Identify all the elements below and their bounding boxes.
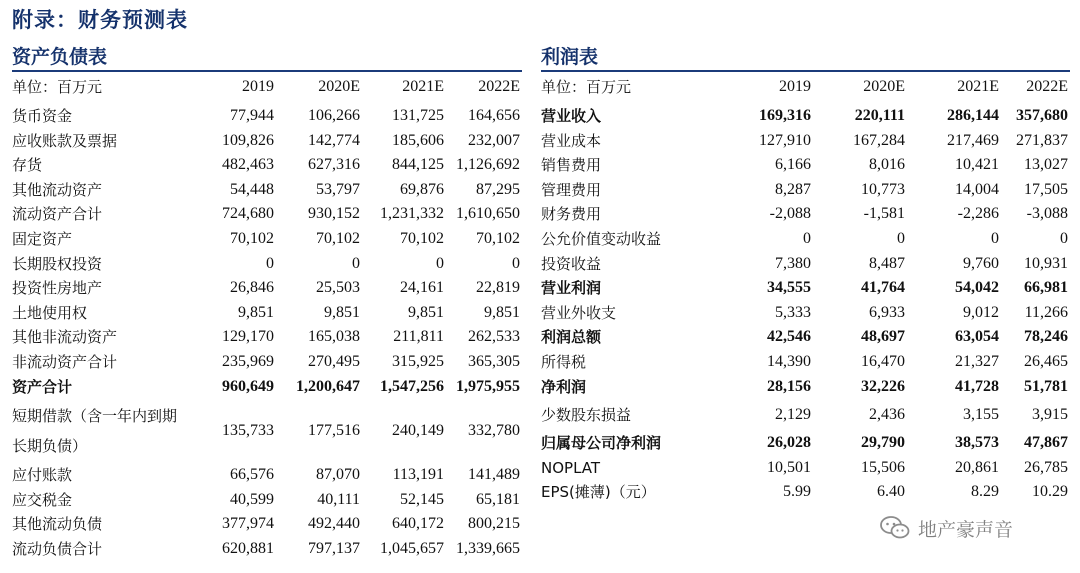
income-statement-row (541, 202, 1068, 227)
income-statement-cell: 357,680 (1016, 107, 1068, 124)
balance-sheet-row (12, 325, 520, 350)
income-statement-cell: 20,861 (955, 458, 999, 476)
balance-sheet-cell: 1,610,650 (456, 205, 520, 223)
balance-sheet-cell: 1,975,955 (456, 377, 520, 395)
income-statement-cell: 34,555 (767, 279, 811, 297)
balance-sheet-row (12, 252, 520, 277)
income-statement-row (541, 276, 1068, 301)
income-statement-row-label: 营业收入 (541, 107, 602, 125)
balance-sheet-row (12, 399, 520, 463)
income-statement-cell: 42,546 (767, 328, 811, 346)
balance-sheet-row-label: 短期借款（含一年内到期长期负债） (12, 407, 178, 456)
balance-sheet-cell: 262,533 (468, 328, 520, 346)
balance-sheet-cell: 177,516 (308, 422, 360, 440)
balance-sheet-year-header: 2022E (478, 78, 520, 95)
balance-sheet-row-label: 其他非流动资产 (12, 328, 118, 347)
balance-sheet-cell: 315,925 (392, 352, 444, 370)
income-statement-cell: 47,867 (1024, 434, 1068, 452)
balance-sheet-cell: 1,126,692 (456, 156, 520, 174)
income-statement-row-label: 净利润 (541, 377, 587, 396)
balance-sheet-row-label: 存货 (12, 156, 43, 175)
income-statement-cell: 11,266 (1024, 303, 1068, 321)
balance-sheet-cell: 52,145 (400, 490, 444, 508)
income-statement-row (541, 227, 1068, 252)
balance-sheet-row-label: 土地使用权 (12, 303, 88, 322)
balance-sheet-cell: 131,725 (392, 107, 444, 124)
income-statement-row-label: 所得税 (541, 352, 587, 371)
balance-sheet-cell: 87,295 (476, 180, 520, 198)
income-statement-row (541, 252, 1068, 277)
income-statement-cell: 10,931 (1024, 254, 1068, 272)
income-statement-row (541, 301, 1068, 326)
balance-sheet-cell: 492,440 (308, 515, 360, 533)
balance-sheet-cell: 800,215 (468, 515, 520, 533)
balance-sheet-row-label: 固定资产 (12, 229, 73, 248)
balance-sheet-cell: 40,111 (317, 490, 360, 508)
balance-sheet-cell: 627,316 (308, 156, 360, 174)
balance-sheet-cell: 640,172 (392, 515, 444, 533)
income-statement-cell: -2,088 (769, 205, 811, 223)
balance-sheet-row-label: 其他流动负债 (12, 515, 103, 534)
balance-sheet-cell: 9,851 (324, 303, 360, 321)
income-statement-cell: 10.29 (1032, 483, 1068, 501)
balance-sheet-row-label: 应交税金 (12, 490, 73, 509)
income-statement-cell: 26,785 (1024, 458, 1068, 476)
income-statement-cell: 8.29 (971, 483, 999, 501)
balance-sheet-cell: 66,576 (230, 466, 274, 484)
balance-sheet-header-row (12, 70, 520, 104)
income-statement-row-label: 销售费用 (541, 156, 602, 175)
income-statement-row (541, 399, 1068, 431)
income-statement-cell: -2,286 (957, 205, 999, 223)
income-statement-cell: 28,156 (767, 377, 811, 395)
income-statement-cell: 3,915 (1032, 406, 1068, 424)
income-statement-row-label: 营业外收支 (541, 303, 617, 322)
balance-sheet-cell: 142,774 (308, 131, 360, 149)
income-statement-cell: 15,506 (861, 458, 905, 476)
income-statement-row-label: 管理费用 (541, 180, 602, 199)
income-statement-cell: 220,111 (854, 107, 905, 124)
income-statement-row-label: 财务费用 (541, 205, 602, 224)
balance-sheet-cell: 70,102 (400, 229, 444, 247)
balance-sheet-cell: 54,448 (230, 180, 274, 198)
income-statement-cell: 29,790 (861, 434, 905, 452)
balance-sheet-cell: 211,811 (393, 328, 444, 346)
income-statement-unit-label: 单位：百万元 (541, 78, 632, 96)
income-statement-cell: 7,380 (775, 254, 811, 272)
balance-sheet-row (12, 488, 520, 513)
balance-sheet-cell: 65,181 (476, 490, 520, 508)
balance-sheet-row (12, 129, 520, 154)
balance-sheet-cell: 0 (352, 254, 360, 272)
watermark-text: 地产豪声音 (918, 518, 1014, 541)
income-statement-cell: 26,028 (767, 434, 811, 452)
balance-sheet-row-label: 流动负债合计 (12, 539, 103, 558)
income-statement-cell: 17,505 (1024, 180, 1068, 198)
balance-sheet-row (12, 463, 520, 488)
income-statement-cell: 2,129 (775, 406, 811, 424)
income-statement-row (541, 104, 1068, 129)
balance-sheet-unit-label: 单位：百万元 (12, 78, 103, 96)
balance-sheet-cell: 797,137 (308, 539, 360, 557)
balance-sheet-cell: 113,191 (392, 466, 444, 484)
watermark (880, 510, 1013, 546)
balance-sheet-cell: 1,200,647 (296, 377, 360, 395)
balance-sheet-cell: 53,797 (316, 180, 360, 198)
balance-sheet-cell: 40,599 (230, 490, 274, 508)
balance-sheet-cell: 106,266 (308, 107, 360, 124)
income-statement-cell: 14,390 (767, 352, 811, 370)
income-statement-cell: 2,436 (869, 406, 905, 424)
income-statement-header-row (541, 70, 1068, 104)
balance-sheet-cell: 377,974 (222, 515, 274, 533)
balance-sheet-cell: 129,170 (222, 328, 274, 346)
income-statement-year-header: 2021E (957, 78, 999, 95)
income-statement-title: 利润表 (541, 46, 599, 68)
income-statement-cell: 3,155 (963, 406, 999, 424)
balance-sheet-cell: 165,038 (308, 328, 360, 346)
income-statement-cell: 9,012 (963, 303, 999, 321)
wechat-icon (880, 515, 910, 541)
balance-sheet-row (12, 227, 520, 252)
balance-sheet-cell: 620,881 (222, 539, 274, 557)
income-statement-cell: 13,027 (1024, 156, 1068, 174)
income-statement-row-label: NOPLAT (541, 458, 601, 477)
balance-sheet-cell: 22,819 (476, 279, 520, 297)
balance-sheet-cell: 240,149 (392, 422, 444, 440)
balance-sheet-cell: 332,780 (468, 422, 520, 440)
balance-sheet-cell: 365,305 (468, 352, 520, 370)
income-statement-cell: 41,728 (955, 377, 999, 395)
income-statement-row (541, 431, 1068, 456)
income-statement-row-label: 利润总额 (541, 328, 602, 347)
income-statement-row (541, 456, 1068, 481)
income-statement-cell: -3,088 (1026, 205, 1068, 223)
balance-sheet-cell: 70,102 (230, 229, 274, 247)
balance-sheet-cell: 1,547,256 (380, 377, 444, 395)
income-statement-cell: 10,501 (767, 458, 811, 476)
income-statement-cell: 6,166 (775, 156, 811, 174)
balance-sheet-row (12, 537, 520, 562)
balance-sheet-cell: 9,851 (408, 303, 444, 321)
income-statement-cell: 6.40 (877, 483, 905, 501)
income-statement-cell: 63,054 (955, 328, 999, 346)
income-statement-row-label: 投资收益 (541, 254, 602, 273)
income-statement-row (541, 325, 1068, 350)
balance-sheet-cell: 9,851 (238, 303, 274, 321)
income-statement-row-label: 营业利润 (541, 279, 602, 298)
income-statement-cell: 21,327 (955, 352, 999, 370)
income-statement-cell: 14,004 (955, 180, 999, 198)
income-statement-cell: 167,284 (853, 131, 905, 149)
balance-sheet-cell: 0 (436, 254, 444, 272)
balance-sheet-row-label: 非流动资产合计 (12, 352, 118, 371)
balance-sheet-row (12, 104, 520, 129)
balance-sheet-cell: 1,045,657 (380, 539, 444, 557)
balance-sheet-cell: 141,489 (468, 466, 520, 484)
balance-sheet-cell: 482,463 (222, 156, 274, 174)
income-statement-table (541, 70, 1068, 505)
income-statement-year-header: 2020E (863, 78, 905, 95)
balance-sheet-cell: 1,339,665 (456, 539, 520, 557)
balance-sheet-cell: 87,070 (316, 466, 360, 484)
balance-sheet-table (12, 70, 520, 562)
balance-sheet-cell: 77,944 (230, 107, 274, 124)
income-statement-cell: 26,465 (1024, 352, 1068, 370)
income-statement-row-label: 营业成本 (541, 131, 602, 150)
balance-sheet-row-label: 货币资金 (12, 107, 73, 125)
income-statement-cell: 8,487 (869, 254, 905, 272)
income-statement-row (541, 129, 1068, 154)
balance-sheet-cell: 24,161 (400, 279, 444, 297)
balance-sheet-cell: 960,649 (222, 377, 274, 395)
income-statement-cell: 16,470 (861, 352, 905, 370)
income-statement-row (541, 178, 1068, 203)
income-statement-cell: 271,837 (1016, 131, 1068, 149)
income-statement-cell: 286,144 (947, 107, 999, 124)
balance-sheet-cell: 9,851 (484, 303, 520, 321)
income-statement-cell: 8,016 (869, 156, 905, 174)
income-statement-cell: 9,760 (963, 254, 999, 272)
income-statement-cell: 66,981 (1024, 279, 1068, 297)
balance-sheet-row (12, 375, 520, 400)
income-statement-row-label: 公允价值变动收益 (541, 229, 662, 248)
balance-sheet-cell: 0 (512, 254, 520, 272)
income-statement-cell: 5,333 (775, 303, 811, 321)
balance-sheet-row-label: 长期股权投资 (12, 254, 103, 273)
balance-sheet-cell: 26,846 (230, 279, 274, 297)
balance-sheet-cell: 109,826 (222, 131, 274, 149)
income-statement-cell: 41,764 (861, 279, 905, 297)
income-statement-cell: 32,226 (861, 377, 905, 395)
income-statement-row (541, 375, 1068, 400)
income-statement-cell: 0 (897, 229, 905, 247)
page-title: 附录：财务预测表 (12, 8, 188, 32)
balance-sheet-cell: 232,007 (468, 131, 520, 149)
balance-sheet-cell: 164,656 (468, 107, 520, 124)
balance-sheet-cell: 235,969 (222, 352, 274, 370)
income-statement-cell: 38,573 (955, 434, 999, 452)
balance-sheet-year-header: 2020E (318, 78, 360, 95)
income-statement-cell: 217,469 (947, 131, 999, 149)
income-statement-row-label: 归属母公司净利润 (541, 434, 662, 453)
income-statement-row (541, 153, 1068, 178)
income-statement-cell: 10,421 (955, 156, 999, 174)
balance-sheet-row-label: 投资性房地产 (12, 279, 103, 298)
balance-sheet-row (12, 153, 520, 178)
balance-sheet-cell: 1,231,332 (380, 205, 444, 223)
balance-sheet-year-header: 2021E (402, 78, 444, 95)
balance-sheet-row-label: 流动资产合计 (12, 205, 103, 224)
balance-sheet-cell: 724,680 (222, 205, 274, 223)
income-statement-cell: 54,042 (955, 279, 999, 297)
balance-sheet-row (12, 512, 520, 537)
income-statement-cell: 10,773 (861, 180, 905, 198)
income-statement-cell: 0 (1060, 229, 1068, 247)
balance-sheet-cell: 0 (266, 254, 274, 272)
balance-sheet-row (12, 276, 520, 301)
balance-sheet-cell: 185,606 (392, 131, 444, 149)
balance-sheet-cell: 930,152 (308, 205, 360, 223)
income-statement-cell: 169,316 (759, 107, 811, 124)
income-statement-cell: 0 (991, 229, 999, 247)
balance-sheet-cell: 69,876 (400, 180, 444, 198)
income-statement-cell: 8,287 (775, 180, 811, 198)
income-statement-row (541, 350, 1068, 375)
income-statement-row-label: EPS(摊薄)（元） (541, 483, 656, 502)
income-statement-row-label: 少数股东损益 (541, 406, 632, 425)
income-statement-cell: 78,246 (1024, 328, 1068, 346)
balance-sheet-row (12, 350, 520, 375)
balance-sheet-cell: 25,503 (316, 279, 360, 297)
income-statement-cell: -1,581 (863, 205, 905, 223)
balance-sheet-row-label: 应收账款及票据 (12, 131, 118, 150)
balance-sheet-row-label: 其他流动资产 (12, 180, 103, 199)
balance-sheet-cell: 844,125 (392, 156, 444, 174)
income-statement-cell: 0 (803, 229, 811, 247)
income-statement-cell: 48,697 (861, 328, 905, 346)
balance-sheet-year-header: 2019 (242, 78, 274, 95)
balance-sheet-row (12, 178, 520, 203)
income-statement-year-header: 2019 (779, 78, 811, 95)
balance-sheet-row (12, 301, 520, 326)
balance-sheet-title: 资产负债表 (12, 46, 108, 68)
income-statement-year-header: 2022E (1026, 78, 1068, 95)
balance-sheet-cell: 270,495 (308, 352, 360, 370)
balance-sheet-cell: 135,733 (222, 422, 274, 440)
balance-sheet-row (12, 202, 520, 227)
income-statement-cell: 6,933 (869, 303, 905, 321)
income-statement-row (541, 480, 1068, 505)
income-statement-cell: 51,781 (1024, 377, 1068, 395)
income-statement-cell: 5.99 (783, 483, 811, 501)
income-statement-cell: 127,910 (759, 131, 811, 149)
balance-sheet-cell: 70,102 (476, 229, 520, 247)
balance-sheet-cell: 70,102 (316, 229, 360, 247)
balance-sheet-row-label: 资产合计 (12, 377, 73, 396)
balance-sheet-row-label: 应付账款 (12, 466, 73, 485)
